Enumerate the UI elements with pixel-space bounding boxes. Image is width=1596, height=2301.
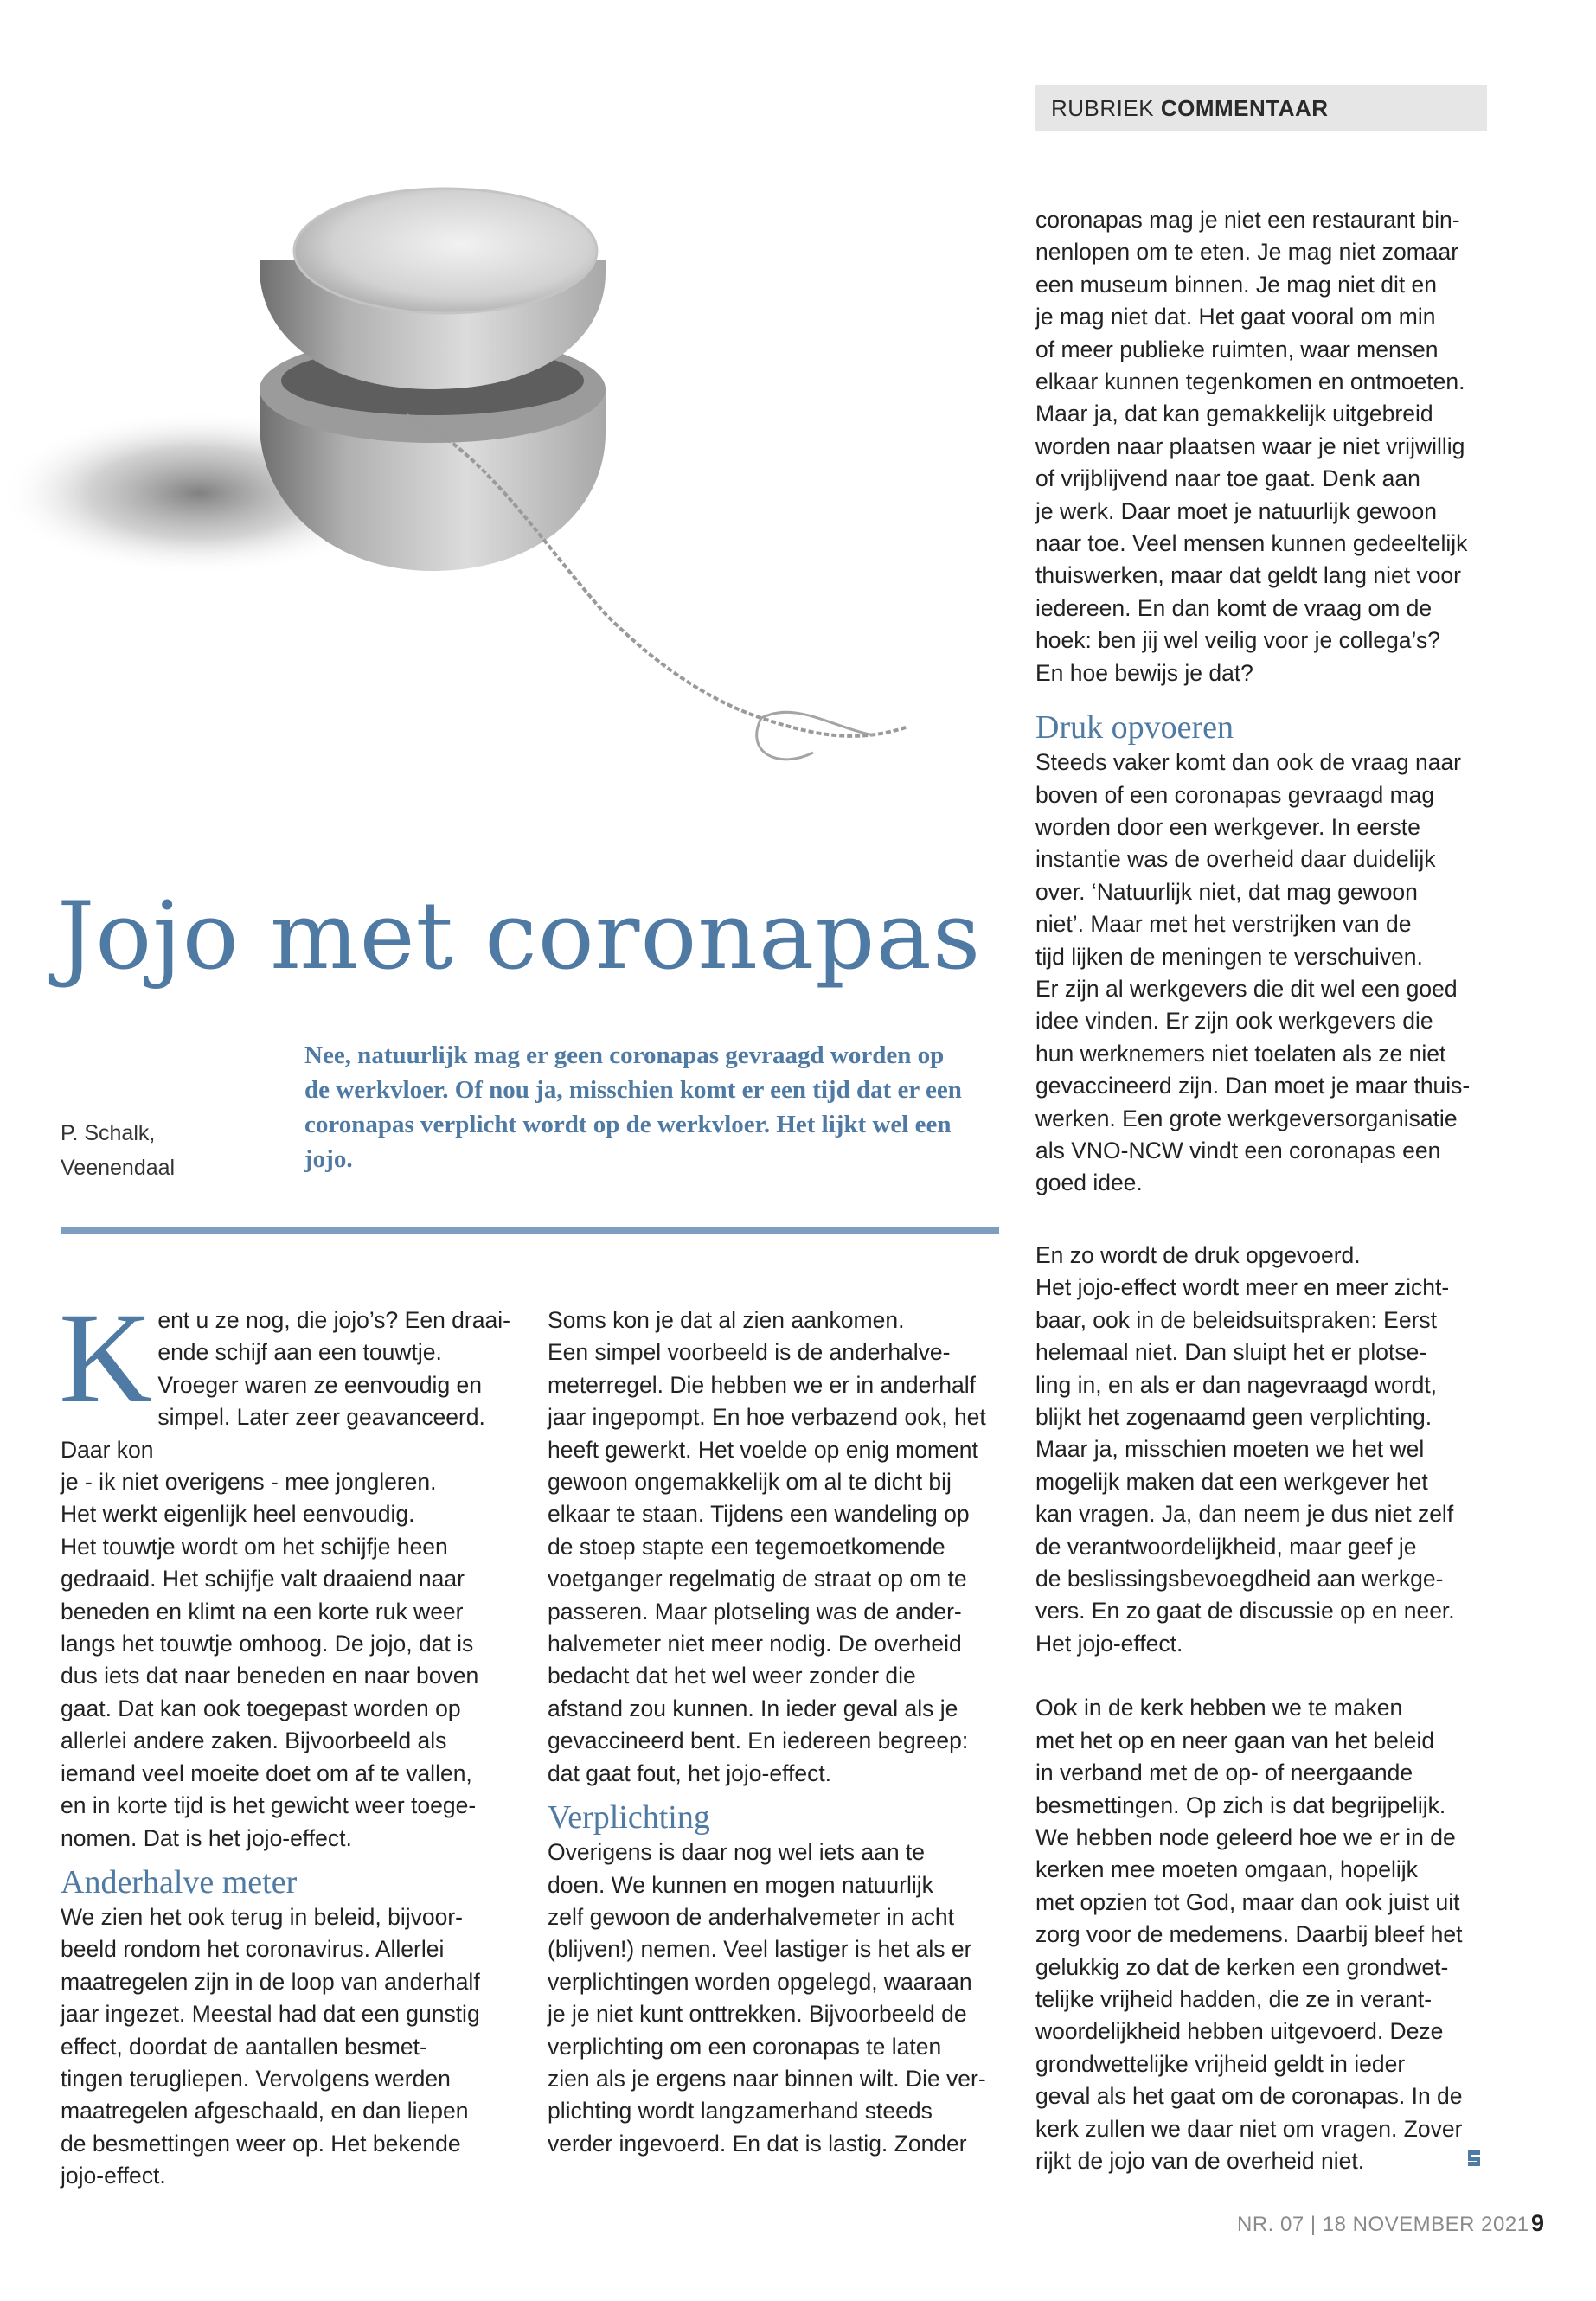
paragraph: En zo wordt de druk opgevoerd. Het jojo-effect wordt meer en meer zicht- baar, ook in de beleidsuitspraken: Eerst helemaal niet. Dan sluipt het er plotse- ling in, en als er dan nagevraagd wordt, blijkt het zogenaamd geen verplichting. Maar ja, misschien moeten we het wel mogelijk maken dat een werkgever het kan vragen. Ja, dan neem je dus niet zelf de verantwoordelijkheid, maar geef je de beslissingsbevoegdheid aan werkge- vers. En zo gaat de discussie op en neer. Het jojo-effect. (1035, 1242, 1455, 1657)
drop-cap: K (59, 1286, 153, 1430)
column-3-bottom (1035, 1240, 1490, 2177)
rubric-label (1035, 85, 1487, 131)
article-title: Jojo met coronapas (57, 882, 982, 990)
rubric-prefix: RUBRIEK (1051, 95, 1155, 121)
section-heading-verplichting: Verplichting (548, 1799, 710, 1836)
page-number: 9 (1531, 2210, 1545, 2236)
paragraph: Soms kon je dat al zien aankomen. Een simpel voorbeeld is de anderhalve- meterregel. Die hebben we er in anderhalf jaar ingepompt. En hoe verbazend ook, het heeft gewerkt. Het voelde op enig moment gewoon ongemakkelijk om al te dicht bij elkaar te staan. Tijdens een wandeling op de stoep stapte een tegemoetkomende voetganger regelmatig de straat op om te passeren. Maar plotseling was de ander- halvemeter niet meer nodig. De overheid bedacht dat het wel weer zonder die afstand zou kunnen. In ieder geval als je gevaccineerd bent. En iedereen begreep: dat gaat fout, het jojo-effect. (548, 1307, 986, 1786)
section-heading-anderhalve-meter: Anderhalve meter (61, 1863, 298, 1900)
author-location: Veenendaal (61, 1156, 176, 1180)
author-name: P. Schalk, (61, 1121, 156, 1145)
yoyo-photo (0, 130, 1003, 891)
paragraph: Steeds vaker komt dan ook de vraag naar boven of een coronapas gevraagd mag worden door een werkgever. In eerste instantie was de overheid daar duidelijk over. ‘Natuurlijk niet, dat mag gewoon niet’. Maar met het verstrijken van de tijd lijken de meningen te verschuiven. Er zijn al werkgevers die dit wel een goed idee vinden. Er zijn ook werkgevers die hun werknemers niet toelaten als ze niet gevaccineerd zijn. Dan moet je maar thuis- werken. Een grote werkgeversorganisatie als VNO-NCW vindt een coronapas een goed idee. (1035, 749, 1471, 1196)
paragraph: ent u ze nog, die jojo’s? Een draai- ende schijf aan een touwtje. Vroeger waren ze eenvoudig en simpel. Later zeer geavanceerd. Daar kon je - ik niet overigens - mee jongleren. Het werkt eigenlijk heel eenvoudig. Het touwtje wordt om het schijfje heen gedraaid. Het schijfje valt draaiend naar beneden en klimt na een korte ruk weer langs het touwtje omhoog. De jojo, dat is dus iets dat naar beneden en naar boven gaat. Dat kan ook toegepast worden op allerlei andere zaken. Bijvoorbeeld als iemand veel moeite doet om af te vallen, en in korte tijd is het gewicht weer toege- nomen. Dat is het jojo-effect. (61, 1307, 510, 1851)
section-divider (61, 1227, 999, 1234)
paragraph: Ook in de kerk hebben we te maken met het op en neer gaan van het beleid in verband met de op- of neergaande besmettingen. Op zich is dat begrijpelijk. We hebben node geleerd hoe we er in de kerken mee moeten omgaan, hopelijk met opzien tot God, maar dan ook juist uit zorg voor de medemens. Daarbij bleef het gelukkig zo dat de kerken een grondwet- telijke vrijheid hadden, die ze in verant- woordelijkheid hebben uitgevoerd. Deze grondwettelijke vrijheid geldt in ieder geval als het gaat om de coronapas. In de kerk zullen we daar niet om vragen. Zover rijkt de jojo van de overheid niet. (1035, 1695, 1463, 2174)
paragraph: We zien het ook terug in beleid, bijvoor- beeld rondom het coronavirus. Allerlei maatregelen zijn in de loop van anderhalf jaar ingezet. Meestal had dat een gunstig effect, doordat de aantallen besmet- tingen terugliepen. Vervolgens werden maatregelen afgeschaald, en dan liepen de besmettingen weer op. Het bekende jojo-effect. (61, 1903, 480, 2189)
section-heading-druk-opvoeren: Druk opvoeren (1035, 709, 1234, 747)
end-mark-icon (1465, 2147, 1484, 2170)
paragraph: Overigens is daar nog wel iets aan te doen. We kunnen en mogen natuurlijk zelf gewoon de anderhalvemeter in acht (blijven!) nemen. Veel lastiger is het als er verplichtingen worden opgelegd, waaraan je je niet kunt onttrekken. Bijvoorbeeld de verplichting om een coronapas te laten zien als je ergens naar binnen wilt. Die ver- plichting wordt langzamerhand steeds verder ingevoerd. En dat is lastig. Zonder (548, 1839, 986, 2157)
paragraph: coronapas mag je niet een restaurant bin- nenlopen om te eten. Je mag niet zomaar een museum binnen. Je mag niet dit en je mag niet dat. Het gaat vooral om min of meer publieke ruimten, waar mensen elkaar kunnen tegenkomen en ontmoeten. Maar ja, dat kan gemakkelijk uitgebreid worden naar plaatsen waar je niet vrijwillig of vrijblijvend naar toe gaat. Denk aan je werk. Daar moet je natuurlijk gewoon naar toe. Veel mensen kunnen gedeeltelijk thuiswerken, maar dat geldt lang niet voor iedereen. En dan komt de vraag om de hoek: ben jij wel veilig voor je collega’s? En hoe bewijs je dat? (1035, 207, 1468, 686)
column-1 (59, 1286, 510, 2193)
rubric-name: COMMENTAAR (1160, 95, 1329, 121)
column-2 (548, 1304, 997, 2160)
article-intro: Nee, natuurlijk mag er geen coronapas gevraagd worden op de werkvloer. Of nou ja, misschien komt er een tijd dat er een coronapas verplicht wordt op de werkvloer. Het lijkt wel een jojo. (304, 1042, 962, 1173)
column-3-top (1035, 204, 1490, 1200)
author-byline (61, 1116, 175, 1185)
issue-info: NR. 07 | 18 NOVEMBER 2021 (1237, 2213, 1529, 2236)
